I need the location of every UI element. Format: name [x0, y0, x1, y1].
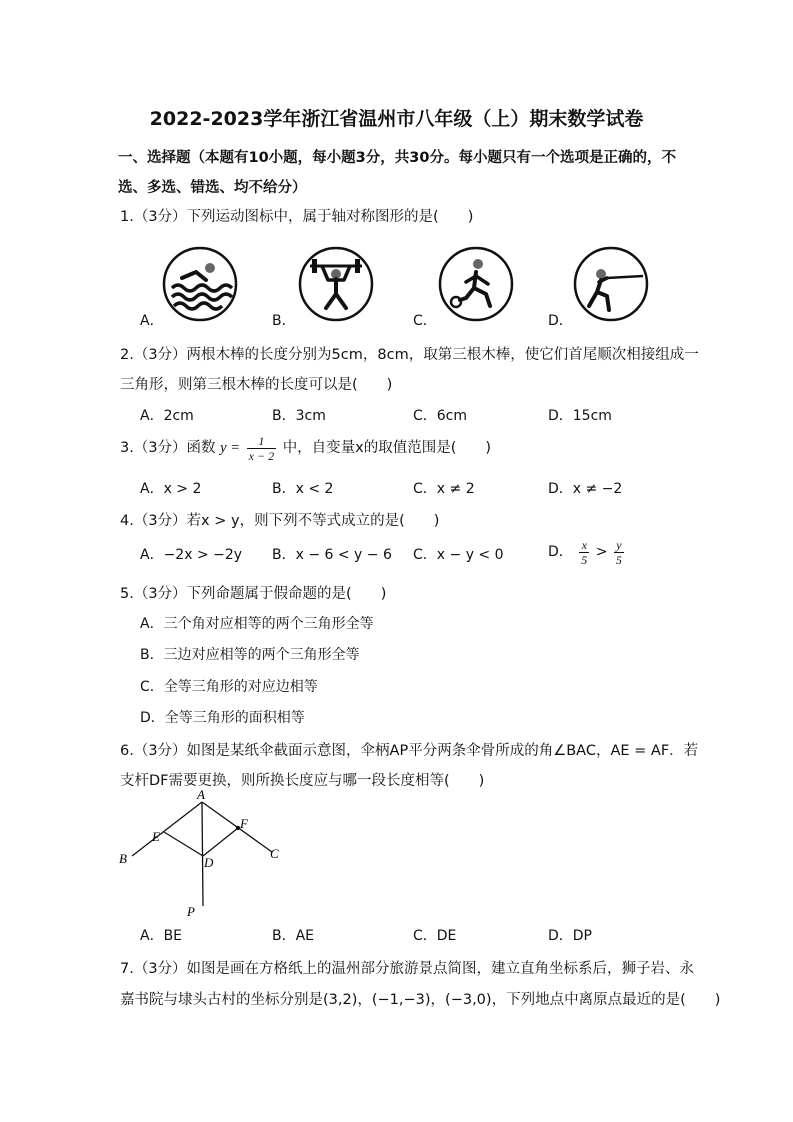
point-label-f: F	[240, 816, 248, 831]
q3-y-eq: y =	[220, 440, 241, 456]
q1-option-b-label: B．	[272, 313, 296, 329]
section-heading-line1: 一、选择题（本题有10小题，每小题3分，共30分。每小题只有一个选项是正确的，不	[118, 150, 676, 166]
q1-option-a-label: A．	[140, 313, 164, 329]
q2-option-d: D．15cm	[548, 408, 612, 424]
q5-option-c: C．全等三角形的对应边相等	[140, 679, 318, 695]
q7-stem-line1: 7.（3分）如图是画在方格纸上的温州部分旅游景点简图，建立直角坐标系后，狮子岩、永	[120, 961, 695, 977]
q1-stem: 1.（3分）下列运动图标中，属于轴对称图形的是( )	[120, 209, 474, 225]
q5-stem: 5.（3分）下列命题属于假命题的是( )	[120, 586, 387, 602]
q4-option-d-fraction-y	[614, 539, 624, 566]
q5-option-b: B．三边对应相等的两个三角形全等	[140, 647, 360, 663]
q3-suffix: 中，自变量x的取值范围是( )	[282, 440, 492, 456]
q4-option-d-label: D．	[548, 544, 573, 560]
q4-optd-gt: >	[595, 544, 608, 560]
q4-optd-den2: 5	[615, 552, 622, 567]
q6-stem-line2: 支杆DF需要更换，则所换长度应与哪一段长度相等( )	[120, 773, 485, 789]
q3-prefix: 3.（3分）函数	[120, 440, 216, 456]
q6-option-d: D．DP	[548, 928, 593, 944]
point-label-d: D	[204, 855, 214, 870]
q4-option-c: C．x − y < 0	[413, 547, 504, 563]
point-label-c: C	[270, 846, 279, 861]
point-label-p: P	[187, 904, 195, 919]
q5-option-a: A．三个角对应相等的两个三角形全等	[140, 616, 374, 632]
q3-option-b: B．x < 2	[272, 481, 334, 497]
q6-stem-line1: 6.（3分）如图是某纸伞截面示意图，伞柄AP平分两条伞骨所成的角∠BAC，AE = AF．若	[120, 743, 699, 759]
q3-fraction-numerator: 1	[247, 435, 276, 449]
q6-option-a: A．BE	[140, 928, 183, 944]
q2-option-c: C．6cm	[413, 408, 468, 424]
q4-optd-num1: x	[579, 539, 589, 553]
q6-option-c: C．DE	[413, 928, 457, 944]
q4-option-d-fraction-x	[579, 539, 589, 566]
point-label-a: A	[197, 790, 205, 802]
point-label-e: E	[152, 829, 160, 844]
fencing-icon	[571, 244, 651, 324]
q2-option-b: B．3cm	[272, 408, 326, 424]
q3-fraction	[247, 435, 276, 462]
q6-option-b: B．AE	[272, 928, 315, 944]
q2-stem-line2: 三角形，则第三根木棒的长度可以是( )	[120, 377, 393, 393]
swimming-icon	[160, 244, 240, 324]
q4-optd-num2: y	[614, 539, 624, 553]
q4-optd-den1: 5	[581, 552, 588, 567]
section-heading-line2: 选、多选、错选、均不给分）	[118, 180, 307, 196]
point-label-b: B	[119, 851, 127, 866]
q4-stem: 4.（3分）若x > y，则下列不等式成立的是( )	[120, 513, 440, 529]
weightlifting-icon	[296, 244, 376, 324]
q2-option-a: A．2cm	[140, 408, 194, 424]
page-title: 2022-2023学年浙江省温州市八年级（上）期末数学试卷	[149, 108, 644, 130]
q3-stem	[120, 432, 491, 464]
q5-option-d: D．全等三角形的面积相等	[140, 710, 305, 726]
q3-option-c: C．x ≠ 2	[413, 481, 475, 497]
umbrella-figure	[112, 790, 302, 920]
q4-option-b: B．x − 6 < y − 6	[272, 547, 392, 563]
q3-option-a: A．x > 2	[140, 481, 202, 497]
q2-stem-line1: 2.（3分）两根木棒的长度分别为5cm，8cm，取第三根木棒，使它们首尾顺次相接组成一	[120, 347, 699, 363]
football-icon	[436, 244, 516, 324]
q7-stem-line2: 嘉书院与埭头古村的坐标分别是(3,2)，(−1,−3)，(−3,0)，下列地点中离原点最近的是( )	[120, 992, 721, 1008]
q1-option-d-label: D．	[548, 313, 573, 329]
q3-fraction-denominator: x − 2	[248, 448, 275, 463]
q3-option-d: D．x ≠ −2	[548, 481, 623, 497]
q4-option-d	[548, 538, 626, 566]
q1-option-c-label: C．	[413, 313, 437, 329]
q4-option-a: A．−2x > −2y	[140, 547, 243, 563]
